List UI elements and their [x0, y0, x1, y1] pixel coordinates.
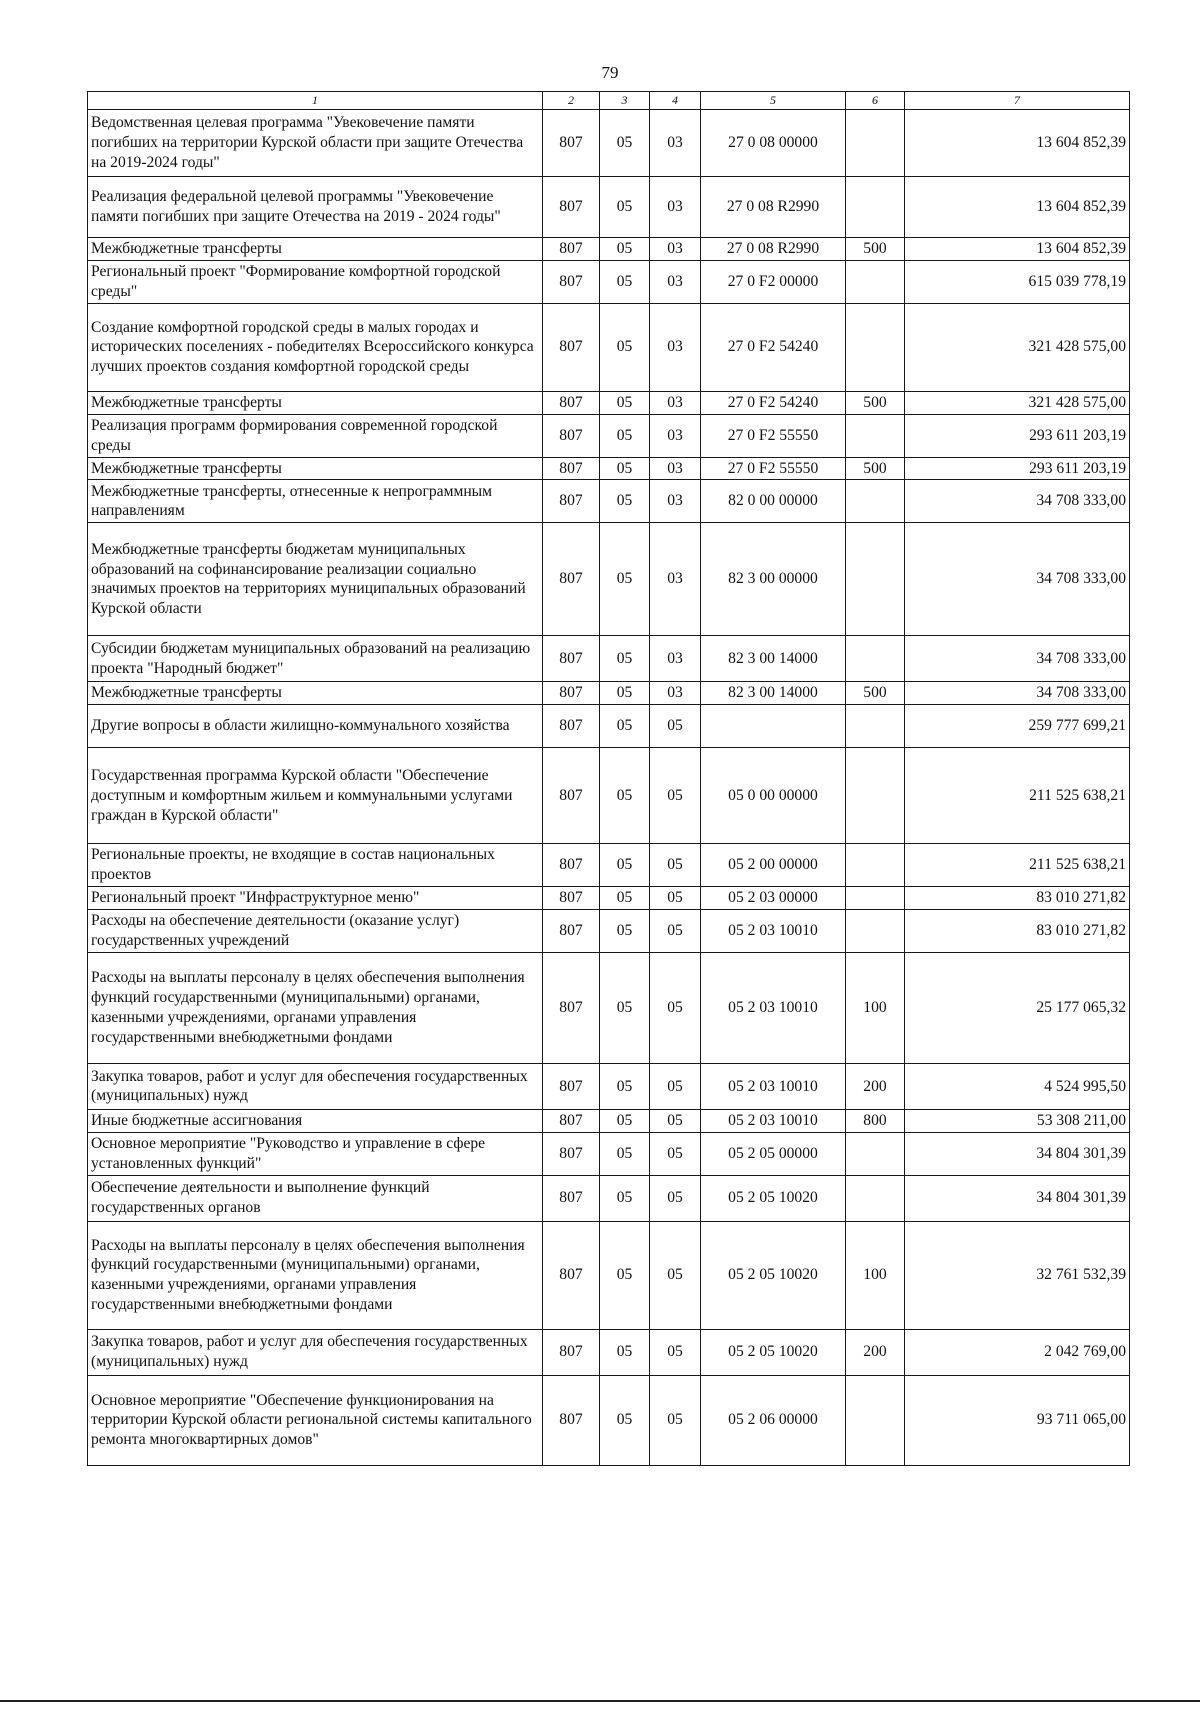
row-code-cell: 05: [600, 1109, 650, 1132]
row-code-cell: 05: [600, 1175, 650, 1221]
row-code-cell: 27 0 F2 55550: [701, 414, 846, 457]
row-code-cell: 807: [543, 952, 600, 1063]
row-amount-cell: 2 042 769,00: [905, 1329, 1130, 1375]
row-code-cell: 03: [650, 414, 701, 457]
row-code-cell: 807: [543, 391, 600, 414]
row-code-cell: 05: [600, 391, 650, 414]
row-code-cell: 807: [543, 1175, 600, 1221]
row-code-cell: 05: [650, 1375, 701, 1465]
row-amount-cell: 83 010 271,82: [905, 909, 1130, 952]
row-amount-cell: 32 761 532,39: [905, 1221, 1130, 1329]
row-code-cell: [846, 523, 905, 636]
row-code-cell: 05: [600, 636, 650, 682]
table-row: [88, 748, 1130, 844]
row-code-cell: [846, 887, 905, 910]
column-header: 2: [543, 92, 600, 110]
row-code-cell: 807: [543, 110, 600, 177]
table-row: [88, 887, 1130, 910]
row-amount-cell: 4 524 995,50: [905, 1063, 1130, 1109]
row-name-cell: Реализация программ формирования современной городской среды: [88, 414, 543, 457]
row-code-cell: 27 0 08 R2990: [701, 238, 846, 261]
row-code-cell: 05: [600, 414, 650, 457]
row-code-cell: 807: [543, 457, 600, 480]
row-code-cell: 807: [543, 414, 600, 457]
row-code-cell: 500: [846, 238, 905, 261]
row-name-cell: Межбюджетные трансферты бюджетам муниципальных образований на софинансирование реализации социально значимых проектов на территориях муниципальных образований Курской области: [88, 523, 543, 636]
row-name-cell: Основное мероприятие "Руководство и управление в сфере установленных функций": [88, 1132, 543, 1175]
table-row: [88, 636, 1130, 682]
row-code-cell: 05: [600, 952, 650, 1063]
row-code-cell: 05 2 05 10020: [701, 1175, 846, 1221]
row-code-cell: 05 2 03 10010: [701, 952, 846, 1063]
row-code-cell: 05: [600, 1221, 650, 1329]
table-row: [88, 1329, 1130, 1375]
row-amount-cell: 293 611 203,19: [905, 414, 1130, 457]
row-code-cell: 807: [543, 1329, 600, 1375]
row-amount-cell: 34 804 301,39: [905, 1132, 1130, 1175]
row-code-cell: 807: [543, 844, 600, 887]
row-code-cell: 05: [600, 110, 650, 177]
row-code-cell: 05: [600, 1329, 650, 1375]
column-header: 7: [905, 92, 1130, 110]
row-code-cell: 807: [543, 1221, 600, 1329]
row-code-cell: 05: [650, 952, 701, 1063]
row-code-cell: 05: [600, 682, 650, 705]
row-name-cell: Расходы на выплаты персоналу в целях обеспечения выполнения функций государственными (муниципальными) органами, казенными учреждениями, органами управления государственными внебюджетными фондами: [88, 1221, 543, 1329]
row-code-cell: [846, 636, 905, 682]
row-name-cell: Межбюджетные трансферты: [88, 682, 543, 705]
row-name-cell: Основное мероприятие "Обеспечение функционирования на территории Курской области региональной системы капитального ремонта многоквартирных домов": [88, 1375, 543, 1465]
row-code-cell: 05: [600, 523, 650, 636]
row-code-cell: 05 2 05 10020: [701, 1221, 846, 1329]
row-code-cell: 807: [543, 303, 600, 391]
row-code-cell: 05: [650, 909, 701, 952]
table-row: [88, 909, 1130, 952]
table-row: [88, 457, 1130, 480]
row-code-cell: 05 2 00 00000: [701, 844, 846, 887]
row-code-cell: 05: [650, 844, 701, 887]
row-amount-cell: 293 611 203,19: [905, 457, 1130, 480]
row-name-cell: Закупка товаров, работ и услуг для обеспечения государственных (муниципальных) нужд: [88, 1063, 543, 1109]
row-name-cell: Обеспечение деятельности и выполнение функций государственных органов: [88, 1175, 543, 1221]
table-row: [88, 952, 1130, 1063]
row-code-cell: 05 2 05 10020: [701, 1329, 846, 1375]
row-code-cell: 27 0 F2 00000: [701, 260, 846, 303]
row-name-cell: Межбюджетные трансферты, отнесенные к непрограммным направлениям: [88, 480, 543, 523]
row-amount-cell: 13 604 852,39: [905, 238, 1130, 261]
row-code-cell: [846, 110, 905, 177]
row-code-cell: 27 0 F2 54240: [701, 303, 846, 391]
row-amount-cell: 34 708 333,00: [905, 682, 1130, 705]
column-header: 4: [650, 92, 701, 110]
budget-table: [87, 91, 1130, 1466]
row-code-cell: [846, 844, 905, 887]
row-code-cell: 03: [650, 523, 701, 636]
row-name-cell: Ведомственная целевая программа "Увековечение памяти погибших на территории Курской области при защите Отечества на 2019-2024 годы": [88, 110, 543, 177]
row-name-cell: Реализация федеральной целевой программы "Увековечение памяти погибших при защите Отечества на 2019 - 2024 годы": [88, 177, 543, 238]
row-amount-cell: 53 308 211,00: [905, 1109, 1130, 1132]
row-code-cell: 05: [600, 1063, 650, 1109]
row-code-cell: 05: [600, 844, 650, 887]
row-code-cell: 03: [650, 110, 701, 177]
row-name-cell: Региональный проект "Инфраструктурное меню": [88, 887, 543, 910]
row-code-cell: [846, 705, 905, 748]
row-amount-cell: 321 428 575,00: [905, 391, 1130, 414]
row-name-cell: Межбюджетные трансферты: [88, 238, 543, 261]
row-code-cell: 200: [846, 1063, 905, 1109]
column-header: 1: [88, 92, 543, 110]
row-code-cell: 05: [600, 909, 650, 952]
row-code-cell: 05: [650, 1175, 701, 1221]
table-row: [88, 523, 1130, 636]
table-row: [88, 705, 1130, 748]
row-code-cell: 05: [600, 887, 650, 910]
row-amount-cell: 25 177 065,32: [905, 952, 1130, 1063]
row-code-cell: 05 2 03 00000: [701, 887, 846, 910]
row-amount-cell: 13 604 852,39: [905, 110, 1130, 177]
row-code-cell: 05: [600, 748, 650, 844]
row-amount-cell: 211 525 638,21: [905, 844, 1130, 887]
row-code-cell: 807: [543, 523, 600, 636]
row-code-cell: 05: [650, 1132, 701, 1175]
row-name-cell: Субсидии бюджетам муниципальных образований на реализацию проекта "Народный бюджет": [88, 636, 543, 682]
row-code-cell: 807: [543, 1109, 600, 1132]
row-code-cell: 807: [543, 1375, 600, 1465]
row-code-cell: 82 3 00 14000: [701, 636, 846, 682]
row-name-cell: Межбюджетные трансферты: [88, 457, 543, 480]
row-amount-cell: 321 428 575,00: [905, 303, 1130, 391]
row-code-cell: [846, 303, 905, 391]
row-code-cell: 05: [600, 177, 650, 238]
row-code-cell: 807: [543, 238, 600, 261]
table-row: [88, 238, 1130, 261]
row-code-cell: 27 0 08 R2990: [701, 177, 846, 238]
row-code-cell: 05: [650, 887, 701, 910]
row-code-cell: 200: [846, 1329, 905, 1375]
row-code-cell: 05: [650, 1221, 701, 1329]
table-row: [88, 303, 1130, 391]
row-name-cell: Расходы на обеспечение деятельности (оказание услуг) государственных учреждений: [88, 909, 543, 952]
row-code-cell: 05 2 03 10010: [701, 1063, 846, 1109]
row-amount-cell: 34 804 301,39: [905, 1175, 1130, 1221]
row-code-cell: [846, 1375, 905, 1465]
row-name-cell: Региональные проекты, не входящие в состав национальных проектов: [88, 844, 543, 887]
row-name-cell: Расходы на выплаты персоналу в целях обеспечения выполнения функций государственными (муниципальными) органами, казенными учреждениями, органами управления государственными внебюджетными фондами: [88, 952, 543, 1063]
row-code-cell: 05: [650, 1063, 701, 1109]
row-code-cell: 03: [650, 303, 701, 391]
row-code-cell: 05: [650, 1109, 701, 1132]
row-code-cell: 807: [543, 682, 600, 705]
table-row: [88, 177, 1130, 238]
page-number: 79: [601, 63, 619, 82]
row-amount-cell: 211 525 638,21: [905, 748, 1130, 844]
table-row: [88, 414, 1130, 457]
row-code-cell: [846, 748, 905, 844]
row-code-cell: [846, 1132, 905, 1175]
row-code-cell: 05: [600, 457, 650, 480]
row-code-cell: [846, 177, 905, 238]
row-code-cell: 05: [600, 260, 650, 303]
row-name-cell: Региональный проект "Формирование комфортной городской среды": [88, 260, 543, 303]
row-code-cell: 500: [846, 682, 905, 705]
row-amount-cell: 34 708 333,00: [905, 636, 1130, 682]
row-code-cell: 05: [650, 748, 701, 844]
table-row: [88, 110, 1130, 177]
row-code-cell: [846, 480, 905, 523]
table-row: [88, 1175, 1130, 1221]
row-code-cell: 807: [543, 1132, 600, 1175]
table-row: [88, 1221, 1130, 1329]
row-code-cell: 03: [650, 636, 701, 682]
row-code-cell: 82 3 00 00000: [701, 523, 846, 636]
row-code-cell: 05: [600, 303, 650, 391]
row-code-cell: 03: [650, 260, 701, 303]
row-code-cell: 05: [600, 1132, 650, 1175]
row-name-cell: Иные бюджетные ассигнования: [88, 1109, 543, 1132]
row-amount-cell: 259 777 699,21: [905, 705, 1130, 748]
row-code-cell: 27 0 F2 54240: [701, 391, 846, 414]
row-code-cell: [846, 414, 905, 457]
column-header: 6: [846, 92, 905, 110]
row-name-cell: Создание комфортной городской среды в малых городах и исторических поселениях - победителях Всероссийского конкурса лучших проектов создания комфортной городской среды: [88, 303, 543, 391]
row-amount-cell: 615 039 778,19: [905, 260, 1130, 303]
row-amount-cell: 83 010 271,82: [905, 887, 1130, 910]
row-code-cell: [846, 909, 905, 952]
table-row: [88, 480, 1130, 523]
row-code-cell: 807: [543, 260, 600, 303]
row-code-cell: 05 2 06 00000: [701, 1375, 846, 1465]
row-code-cell: 807: [543, 887, 600, 910]
table-row: [88, 1109, 1130, 1132]
table-row: [88, 260, 1130, 303]
row-amount-cell: 13 604 852,39: [905, 177, 1130, 238]
row-code-cell: 807: [543, 1063, 600, 1109]
row-code-cell: 03: [650, 480, 701, 523]
row-code-cell: 82 3 00 14000: [701, 682, 846, 705]
row-code-cell: 800: [846, 1109, 905, 1132]
row-code-cell: [701, 705, 846, 748]
row-code-cell: 03: [650, 238, 701, 261]
row-code-cell: 05 2 03 10010: [701, 909, 846, 952]
row-code-cell: 03: [650, 391, 701, 414]
row-code-cell: [846, 1175, 905, 1221]
row-code-cell: 27 0 F2 55550: [701, 457, 846, 480]
column-number-row: [88, 92, 1130, 110]
row-code-cell: 03: [650, 177, 701, 238]
page-bottom-border: [0, 1700, 1200, 1702]
row-code-cell: 27 0 08 00000: [701, 110, 846, 177]
row-code-cell: 807: [543, 748, 600, 844]
row-code-cell: 500: [846, 457, 905, 480]
row-code-cell: 05: [650, 1329, 701, 1375]
row-code-cell: 05: [600, 705, 650, 748]
row-code-cell: 05: [600, 480, 650, 523]
column-header: 3: [600, 92, 650, 110]
row-code-cell: 100: [846, 1221, 905, 1329]
table-row: [88, 1375, 1130, 1465]
row-code-cell: 82 0 00 00000: [701, 480, 846, 523]
row-code-cell: 807: [543, 636, 600, 682]
row-code-cell: 05 0 00 00000: [701, 748, 846, 844]
row-code-cell: [846, 260, 905, 303]
row-name-cell: Государственная программа Курской области "Обеспечение доступным и комфортным жильем и коммунальными услугами граждан в Курской области": [88, 748, 543, 844]
row-code-cell: 05 2 05 00000: [701, 1132, 846, 1175]
row-amount-cell: 34 708 333,00: [905, 480, 1130, 523]
row-code-cell: 05: [600, 238, 650, 261]
table-row: [88, 1132, 1130, 1175]
row-code-cell: 05: [650, 705, 701, 748]
row-code-cell: 03: [650, 457, 701, 480]
table-row: [88, 844, 1130, 887]
row-code-cell: 807: [543, 909, 600, 952]
row-code-cell: 807: [543, 177, 600, 238]
table-row: [88, 1063, 1130, 1109]
row-code-cell: 500: [846, 391, 905, 414]
row-code-cell: 05 2 03 10010: [701, 1109, 846, 1132]
column-header: 5: [701, 92, 846, 110]
row-name-cell: Межбюджетные трансферты: [88, 391, 543, 414]
table-row: [88, 682, 1130, 705]
row-code-cell: 03: [650, 682, 701, 705]
table-row: [88, 391, 1130, 414]
row-name-cell: Другие вопросы в области жилищно-коммунального хозяйства: [88, 705, 543, 748]
row-amount-cell: 34 708 333,00: [905, 523, 1130, 636]
row-code-cell: 807: [543, 480, 600, 523]
row-code-cell: 05: [600, 1375, 650, 1465]
row-amount-cell: 93 711 065,00: [905, 1375, 1130, 1465]
row-code-cell: 807: [543, 705, 600, 748]
row-name-cell: Закупка товаров, работ и услуг для обеспечения государственных (муниципальных) нужд: [88, 1329, 543, 1375]
row-code-cell: 100: [846, 952, 905, 1063]
